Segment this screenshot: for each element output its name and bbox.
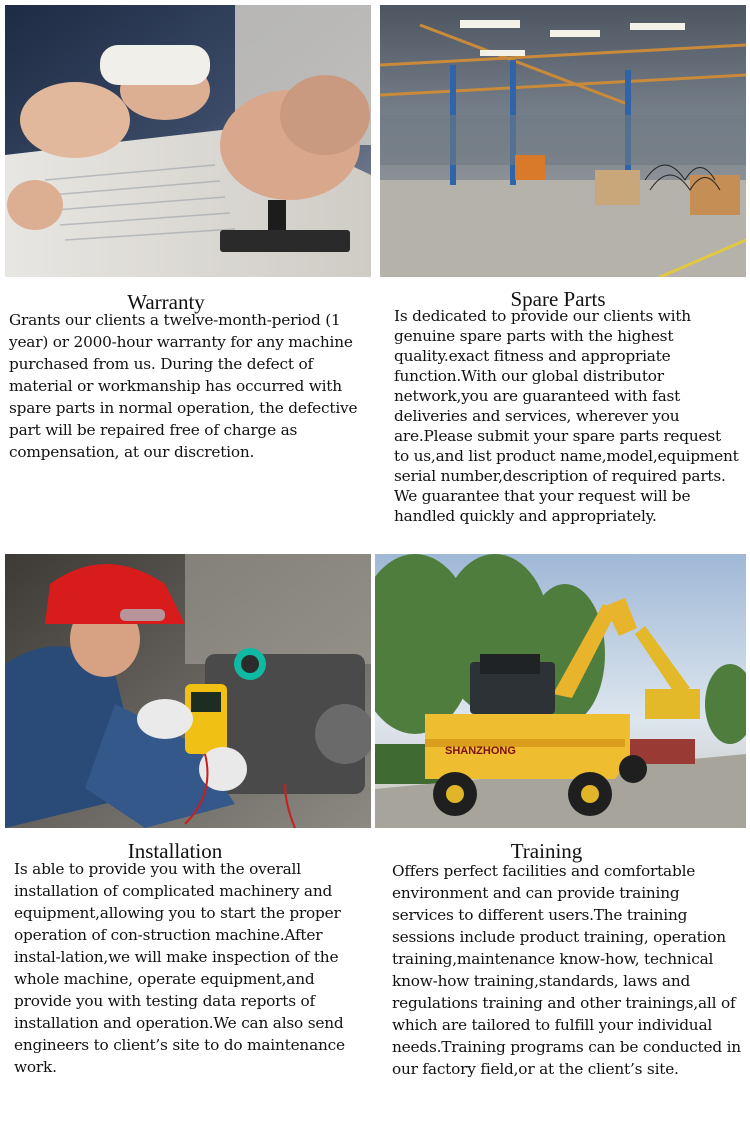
spare-parts-photo (380, 5, 746, 277)
warranty-title: Warranty (127, 290, 205, 314)
training-body: Offers perfect facilities and comfortable environment and can provide training services to different users.The training sessions include product training, operation training,maintenance know-how, technical know-how training,standards, laws and regulations training and other trainings,all of which are tailored to fulfill your individual needs.Training programs can be conducted in our factory field,or at the client’s site. (392, 862, 741, 1078)
training-title: Training (510, 839, 583, 863)
spare-parts-title: Spare Parts (510, 287, 606, 311)
installation-photo (5, 554, 371, 828)
excavator-brand-text: SHANZHONG (445, 745, 516, 757)
spare-parts-body: Is dedicated to provide our clients with genuine spare parts with the highest quality.exact fitness and appropriate function.With our global distributor network,you are guaranteed with fast deliveries and services, wherever you are.Please submit your spare parts request to us,and list product name,model,equipment serial number,description of required parts. We guarantee that your request will be handled quickly and appropriately. (394, 307, 739, 525)
warranty-body: Grants our clients a twelve-month-period (1 year) or 2000-hour warranty for any machine purchased from us. During the defect of material or workmanship has occurred with spare parts in normal operation, the defective part will be repaired free of charge as compensation, at our discretion. (9, 311, 358, 461)
installation-body: Is able to provide you with the overall installation of complicated machinery and equipment,allowing you to start the proper operation of con-struction machine.After instal-lation,we will make inspection of the whole machine, operate equipment,and provide you with testing data reports of installation and operation.We can also send engineers to client’s site to do maintenance work. (14, 860, 345, 1076)
installation-title: Installation (127, 839, 223, 863)
training-photo (375, 554, 746, 828)
warranty-photo (5, 5, 371, 277)
